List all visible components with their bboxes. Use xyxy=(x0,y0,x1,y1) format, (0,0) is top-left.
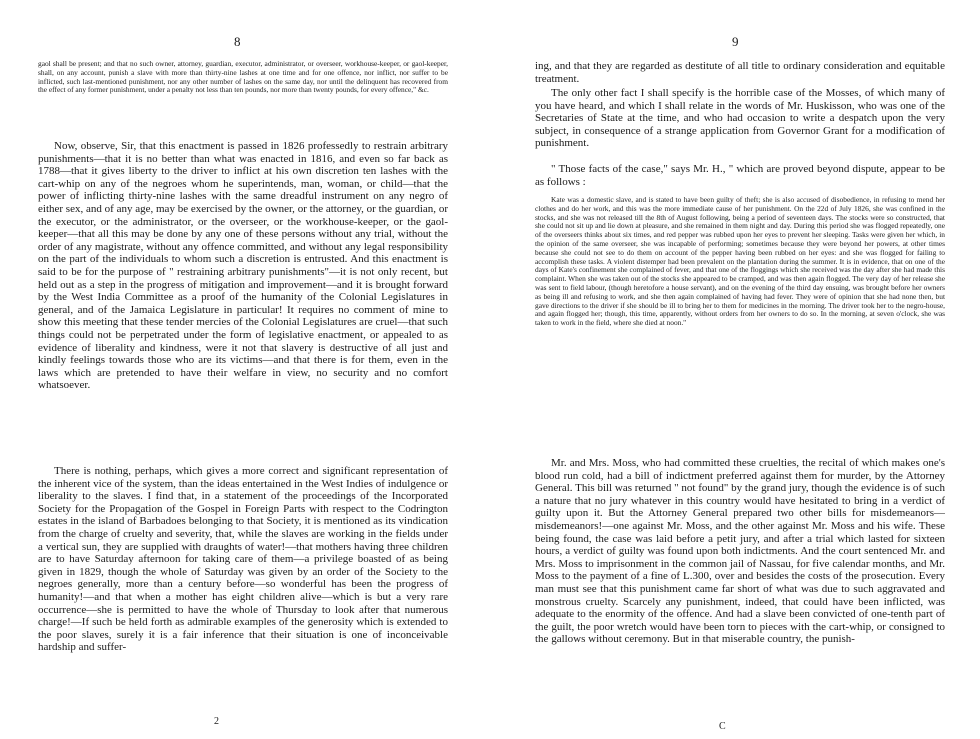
paragraph: The only other fact I shall specify is the horrible case of the Mosses, of which many of you have heard, and which I shall relate in the words of Mr. Huskisson, who was one of the Secretaries of State at the time, and who had occasion to write a despatch upon the very subject, in consequence of a strange application from Governor Grant for a modification of punishment. xyxy=(535,87,945,150)
statute-quote: gaol shall be present; and that no such owner, attorney, guardian, executor, administrator, or overseer, workhouse-keeper, or gaol-keeper, shall, on any account, punish a slave with more than thirty-nine lashes at one time and for one offence, nor inflict, nor suffer to be inflicted, such last-mentioned punishment, nor any other number of lashes on the same day, nor until the delinquent has recovered from the effect of any former punishment, under a penalty not less than ten pounds, nor more than twenty pounds, for every offence," &c. xyxy=(38,59,448,95)
case-quote: Kate was a domestic slave, and is stated to have been guilty of theft; she is also accused of disobedience, in refusing to mend her clothes and do her work, and this was the more immediate cause of her punishment. On the 22d of July 1826, she was confined in the stocks, and she was not released till the 8th of August following, being a period of seventeen days. The stocks were so constructed, that she could not sit up and lie down at pleasure, and she remained in them night and day. During this period she was flogged repeatedly, one of the overseers thinks about six times, and red pepper was rubbed upon her eyes to prevent her sleeping. Tasks were given her which, in the opinion of the same overseer, she was incapable of performing; sometimes because they were beyond her powers, at other times because she could not see to do them on account of the pepper having been rubbed on her eyes: and she was flogged for failing to accomplish these tasks. A violent distemper had been prevalent on the plantation during the summer. It is in evidence, that on one of the days of Kate's confinement she complained of fever, and that one of the floggings which she received was the day after she had made this complaint. When she was taken out of the stocks she appeared to be cramped, and was then again flogged. The very day of her release she was sent to field labour, (though heretofore a house servant), and on the evening of the third day ensuing, was brought before her owners as being ill and refusing to work, and she then again complained of having had fever. They were of opinion that she had none then, but gave directions to the driver if she should be ill to bring her to them for medicines in the morning. The driver took her to the negro-house, and again flogged her; though, this time, apparently, without orders from her owners to do so. In the morning, at seven o'clock, she was taken to work in the field, where she died at noon." xyxy=(535,195,945,328)
paragraph: ing, and that they are regarded as destitute of all title to ordinary consideration and equitable treatment. xyxy=(535,60,945,85)
paragraph: There is nothing, perhaps, which gives a more correct and significant representation of the inherent vice of the system, than the ideas entertained in the West Indies of indulgence or liberality to the slaves. I find that, in a statement of the proceedings of the Incorporated Society for the Propagation of the Gospel in Foreign Parts with respect to the Codrington estates in the island of Barbadoes belonging to that Society, it is mentioned as its vindication from the charge of cruelty and severity, that, while the slaves are working in the fields under a vertical sun, they are supplied with draughts of water!—that mothers having three children are to have Saturday afternoon for taking care of them—a privilege boasted of as being given in 1829, though the whole of Saturday was given by an order of the Society to the negroes generally, more than a century before—so wonderful has been the progress of humanity!—and that when a mother has eight children alive—which is but a very rare occurrence—she is permitted to have the whole of Thursday to look after that numerous charge!—If such be held forth as admirable examples of the generosity which is extended to the poor slaves, surely it is a fair inference that their situation is one of inconceivable hardship and suffer- xyxy=(38,465,448,654)
paragraph: Now, observe, Sir, that this enactment is passed in 1826 professedly to restrain arbitrary punishments—that it is no better than what was enacted in 1816, and even so far back as 1788—that it gives liberty to the driver to inflict at his own discretion ten lashes with the cart-whip on any of the negroes whom he superintends, man, woman, or child—that the power of inflicting thirty-nine lashes with the same dreadful instrument on any negro of either sex, and of any age, may be exercised by the owner, or the attorney, or the guardian, or the executor, or the administrator, or the overseer, or the workhouse-keeper, or the gaol-keeper—that all this may be done by any one of these persons without any trial, without the order of any magistrate, without any offence committed, and without any legal responsibility on the part of the individuals to whom such a discretion is entrusted. And this enactment is said to be for the purpose of " restraining arbitrary punishments"—it is not only recent, but held out as a step in the progress of mitigation and improvement—and it is brought forward by the West India Committee as a proof of the humanity of the Colonial Legislatures in general, and of the Jamaica Legislature in particular! It requires no comment of mine to show this meeting that these tender mercies of the Colonial Legislatures are cruel—that such things could not be perpetrated under the form of legislative enactment, or appealed to as evidence of liberality and kindness, were it not that slavery is destructive of all just and kindly feelings towards those who are its victims—and that there is for them, even in the laws which are pretended to have their welfare in view, no security and no comfort whatsoever. xyxy=(38,140,448,392)
paragraph: " Those facts of the case," says Mr. H., " which are proved beyond dispute, appear to be as follows : xyxy=(535,163,945,188)
left-page xyxy=(38,0,448,739)
signature-mark: 2 xyxy=(214,716,219,727)
paragraph: Mr. and Mrs. Moss, who had committed these cruelties, the recital of which makes one's blood run cold, had a bill of indictment preferred against them for murder, by the Attorney General. This bill was returned " not found" by the grand jury, though the evidence is of such a nature that no jury whatever in this country would have hesitated to bring in a verdict of guilty upon it. But the Attorney General prepared two other bills for misdemeanors—misdemeanors!—one against Mr. Moss, and the other against Mr. Moss and his wife. These being found, the case was laid before a petit jury, and after a trial which lasted for sixteen hours, a verdict of guilty was found upon both indictments. And the court sentenced Mr. and Mrs. Moss to imprisonment in the common jail of Nassau, for five calendar months, and Mr. Moss to the payment of a fine of L.300, over and besides the costs of the prosecution. Every man must see that this punishment came far short of what was due to such aggravated and monstrous cruelty. Scarcely any punishment, indeed, that could have been inflicted, was adequate to the enormity of the offence. And had a slave been convicted of one-tenth part of the guilt, the poor wretch would have been torn to pieces with the cart-whip, or consigned to the gallows without ceremony. But in that miserable country, the punish- xyxy=(535,457,945,646)
right-page xyxy=(535,0,945,739)
page-number: 8 xyxy=(234,34,241,49)
page-number: 9 xyxy=(732,34,739,49)
signature-mark: C xyxy=(719,721,726,732)
